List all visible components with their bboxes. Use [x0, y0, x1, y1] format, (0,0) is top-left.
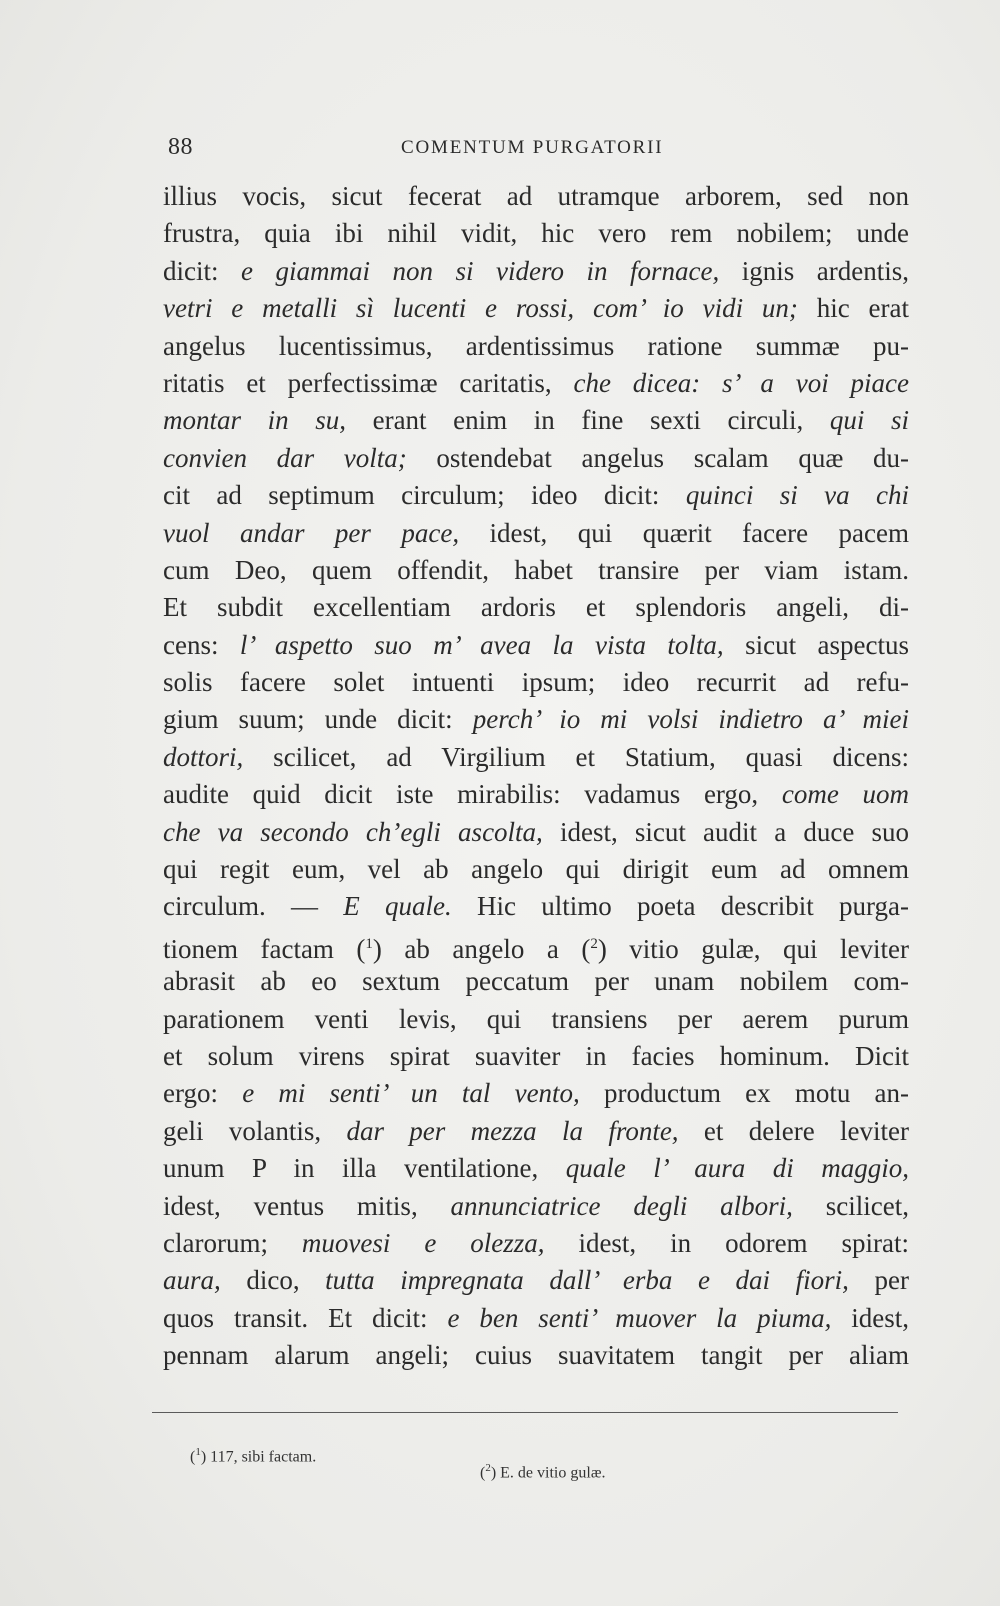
footnote-2-marker: 2: [485, 1462, 491, 1474]
footnote-1-text: 117, sibi factam.: [210, 1448, 317, 1466]
text-segment: ) vitio gulæ, qui leviter: [597, 933, 909, 964]
text-line: [163, 814, 909, 851]
text-line: [163, 1038, 909, 1075]
footnote-1: ($^1$) 117, sibi factam.: [190, 1446, 317, 1466]
footnote-2: ($^2$) E. de vitio gulæ.: [480, 1462, 606, 1482]
italic-quote: vetri e metalli sì lucenti e rossi, com’ io vidi un;: [163, 293, 798, 324]
text-segment: parationem venti levis, qui transiens per aerem purum: [163, 1003, 909, 1034]
text-line: [163, 1262, 909, 1299]
text-line: [163, 515, 909, 552]
text-segment: unum P in illa ventilatione,: [163, 1153, 566, 1184]
italic-quote: quinci si va chi: [685, 480, 909, 511]
text-segment: Et subdit excellentiam ardoris et splendoris angeli, di-: [163, 592, 909, 623]
text-segment: dicit:: [163, 255, 241, 286]
text-line: [163, 290, 909, 327]
italic-quote: che va secondo ch’egli ascolta,: [163, 816, 543, 847]
text-segment: erant enim in fine sexti circuli,: [345, 405, 830, 436]
text-segment: cit ad septimum circulum; ideo dicit:: [163, 480, 686, 511]
text-segment: gium suum; unde dicit:: [163, 704, 473, 735]
text-line: [163, 1337, 909, 1374]
page-number: 88: [168, 134, 193, 160]
italic-quote: e ben senti’ muover la piuma,: [447, 1302, 832, 1333]
text-segment: Hic ultimo poeta describit purga-: [451, 891, 909, 922]
footnote-ref: 2: [590, 935, 598, 952]
text-segment: tionem factam (: [163, 933, 366, 964]
text-line: [163, 1225, 909, 1262]
text-segment: cens:: [163, 629, 240, 660]
body-text: [163, 178, 909, 1375]
italic-quote: montar in su,: [163, 405, 346, 436]
text-segment: hic erat: [797, 293, 909, 324]
text-segment: illius vocis, sicut fecerat ad utramque arborem, sed non: [163, 181, 909, 211]
italic-quote: muovesi e olezza,: [301, 1227, 545, 1258]
italic-quote: quale l’ aura di maggio,: [565, 1153, 909, 1184]
text-line: [163, 1150, 909, 1187]
text-line: [163, 1075, 909, 1112]
italic-quote: dar per mezza la fronte,: [346, 1115, 679, 1146]
footnote-1-marker: 1: [195, 1446, 201, 1458]
text-segment: ergo:: [163, 1078, 243, 1109]
text-segment: qui regit eum, vel ab angelo qui dirigit eum ad omnem: [163, 854, 909, 885]
text-line: [163, 328, 909, 365]
italic-quote: tutta impregnata dall’ erba e dai fiori,: [325, 1265, 849, 1296]
italic-quote: annunciatrice degli albori,: [450, 1190, 793, 1221]
text-line: [163, 215, 909, 252]
text-segment: ritatis et perfectissimæ caritatis,: [163, 367, 574, 398]
text-segment: scilicet,: [792, 1190, 909, 1221]
text-segment: clarorum;: [163, 1227, 302, 1258]
text-segment: circulum. —: [163, 891, 344, 922]
italic-quote: qui si: [829, 405, 909, 436]
text-segment: abrasit ab eo sextum peccatum per unam nobilem com-: [163, 966, 909, 997]
text-segment: et solum virens spirat suaviter in facies hominum. Dicit: [163, 1040, 909, 1071]
text-line: [163, 888, 909, 925]
text-line: [163, 664, 909, 701]
text-segment: dico,: [220, 1265, 326, 1296]
text-segment: cum Deo, quem offendit, habet transire per viam istam.: [163, 554, 909, 585]
text-line: [163, 178, 909, 215]
italic-quote: aura,: [163, 1265, 221, 1296]
italic-quote: perch’ io mi volsi indietro a’ miei: [472, 704, 909, 735]
text-segment: ignis ardentis,: [719, 255, 909, 286]
text-segment: angelus lucentissimus, ardentissimus ratione summæ pu-: [163, 330, 909, 361]
italic-quote: come uom: [781, 779, 909, 810]
text-segment: geli volantis,: [163, 1115, 347, 1146]
text-segment: ) ab angelo a (: [372, 933, 591, 964]
text-segment: idest,: [831, 1302, 910, 1333]
text-line: [163, 701, 909, 738]
text-line: [163, 1188, 909, 1225]
text-segment: frustra, quia ibi nihil vidit, hic vero rem nobilem; unde: [163, 218, 909, 249]
text-line: [163, 552, 909, 589]
text-line: [163, 1001, 909, 1038]
italic-quote: e giammai non si videro in fornace,: [241, 255, 720, 286]
footnote-2-text: E. de vitio gulæ.: [500, 1464, 606, 1482]
text-segment: per: [848, 1265, 909, 1296]
italic-quote: E quale.: [343, 891, 452, 922]
text-segment: sicut aspectus: [723, 629, 909, 660]
text-line: [163, 440, 909, 477]
italic-quote: l’ aspetto suo m’ avea la vista tolta,: [239, 629, 724, 660]
text-line: [163, 627, 909, 664]
text-line: [163, 1113, 909, 1150]
text-segment: scilicet, ad Virgilium et Statium, quasi dicens:: [243, 741, 909, 772]
text-segment: productum ex motu an-: [579, 1078, 909, 1109]
text-line: [163, 589, 909, 626]
text-line: [163, 365, 909, 402]
text-line: [163, 1300, 909, 1337]
text-line: [163, 253, 909, 290]
text-line: [163, 851, 909, 888]
text-segment: idest, sicut audit a duce suo: [542, 816, 909, 847]
text-line: [163, 963, 909, 1000]
page-header: [166, 134, 908, 174]
text-segment: audite quid dicit iste mirabilis: vadamus ergo,: [163, 779, 782, 810]
italic-quote: e mi senti’ un tal vento,: [242, 1078, 580, 1109]
italic-quote: dottori,: [163, 741, 244, 772]
running-title: COMENTUM PURGATORII: [401, 137, 664, 158]
text-segment: quos transit. Et dicit:: [163, 1302, 448, 1333]
footnote-rule: [152, 1412, 898, 1413]
text-segment: solis facere solet intuenti ipsum; ideo recurrit ad refu-: [163, 667, 909, 698]
text-segment: idest, in odorem spirat:: [544, 1227, 909, 1258]
text-segment: pennam alarum angeli; cuius suavitatem tangit per aliam: [163, 1340, 909, 1371]
text-line: [163, 402, 909, 439]
text-line: [163, 739, 909, 776]
text-segment: ostendebat angelus scalam quæ du-: [406, 442, 909, 473]
text-segment: idest, qui quærit facere pacem: [459, 517, 910, 548]
text-line: [163, 776, 909, 813]
text-segment: et delere leviter: [678, 1115, 909, 1146]
text-segment: idest, ventus mitis,: [163, 1190, 451, 1221]
italic-quote: vuol andar per pace,: [163, 517, 460, 548]
text-line: [163, 477, 909, 514]
text-line: [163, 926, 909, 963]
italic-quote: convien dar volta;: [163, 442, 407, 473]
footnote-ref: 1: [365, 935, 373, 952]
italic-quote: che dicea: s’ a voi piace: [573, 367, 909, 398]
